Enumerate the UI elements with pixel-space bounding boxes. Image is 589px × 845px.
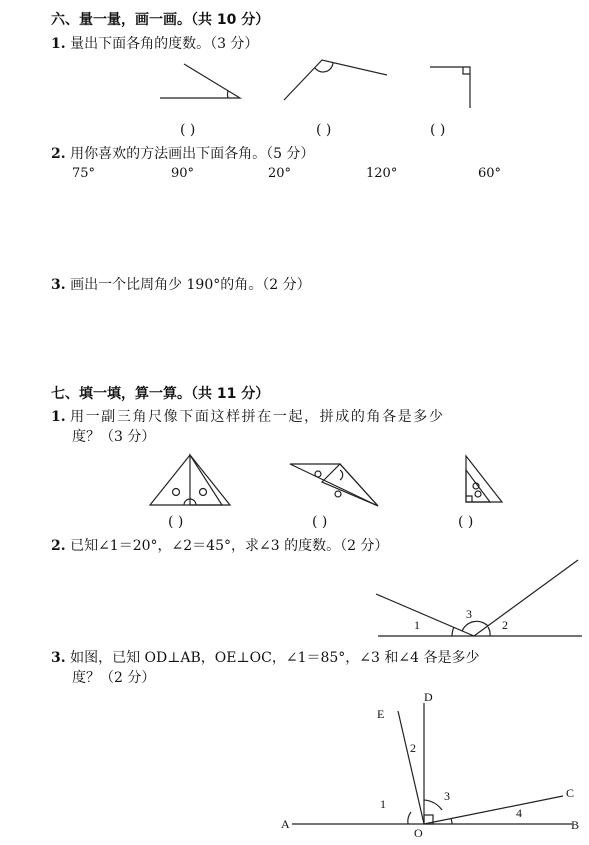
q3-point-B: B bbox=[571, 818, 580, 832]
angle-75: 75° bbox=[72, 166, 96, 181]
q2-label-2: 2 bbox=[502, 618, 508, 632]
angle-60: 60° bbox=[478, 166, 502, 181]
setsquare-figure-3 bbox=[466, 456, 502, 502]
s7-q3-number: 3. bbox=[51, 650, 66, 666]
s6-q1-text: 量出下面各角的度数。（3 分） bbox=[70, 36, 259, 52]
measure-angle-3 bbox=[430, 67, 470, 108]
s7-q1-line1: 用一副三角尺像下面这样拼在一起，拼成的角各是多少 bbox=[70, 409, 445, 425]
setsquare-figure-1 bbox=[150, 455, 230, 505]
s7-q1-line2: 度？（3 分） bbox=[72, 429, 156, 445]
q3-point-E: E bbox=[377, 707, 385, 721]
q3-point-C: C bbox=[566, 786, 575, 800]
q2-angle-figure bbox=[376, 560, 582, 636]
q3-angle-2: 2 bbox=[410, 741, 416, 755]
s6-q1-blank-3[interactable]: ( ) bbox=[430, 122, 446, 138]
s7-q2-number: 2. bbox=[51, 538, 66, 554]
q3-angle-4: 4 bbox=[516, 806, 522, 820]
q3-perpendicular-figure bbox=[292, 703, 575, 824]
angle-90: 90° bbox=[171, 166, 195, 181]
measure-angle-2 bbox=[284, 60, 387, 100]
s6-q1-number: 1. bbox=[51, 36, 66, 52]
s7-q2-text: 已知∠1＝20°，∠2＝45°，求∠3 的度数。（2 分） bbox=[70, 538, 389, 554]
s7-q1-number: 1. bbox=[51, 409, 66, 425]
s6-q3-number: 3. bbox=[51, 277, 66, 293]
angle-120: 120° bbox=[366, 166, 398, 181]
q3-angle-3: 3 bbox=[444, 789, 450, 803]
q2-label-1: 1 bbox=[414, 618, 420, 632]
q3-point-A: A bbox=[281, 817, 290, 831]
angle-20: 20° bbox=[268, 166, 292, 181]
q3-angle-1: 1 bbox=[380, 797, 386, 811]
q2-label-3: 3 bbox=[466, 607, 472, 621]
q3-point-O: O bbox=[414, 826, 423, 840]
s6-q1-blank-1[interactable]: ( ) bbox=[180, 122, 196, 138]
s7-q3-line2: 度？（2 分） bbox=[72, 670, 156, 686]
section7-title: 七、填一填，算一算。（共 11 分） bbox=[51, 386, 270, 402]
s7-q1-blank-2[interactable]: ( ) bbox=[312, 514, 328, 530]
s6-q2-number: 2. bbox=[51, 146, 66, 162]
s6-q1-blank-2[interactable]: ( ) bbox=[316, 122, 332, 138]
s7-q3-line1: 如图，已知 OD⊥AB，OE⊥OC，∠1＝85°，∠3 和∠4 各是多少 bbox=[70, 650, 480, 666]
measure-angle-1 bbox=[160, 64, 240, 98]
section6-title: 六、量一量，画一画。（共 10 分） bbox=[51, 12, 270, 28]
s6-q2-text: 用你喜欢的方法画出下面各角。（5 分） bbox=[70, 146, 315, 162]
setsquare-figure-2 bbox=[290, 464, 378, 506]
q3-point-D: D bbox=[424, 690, 433, 704]
s6-q3-text: 画出一个比周角少 190°的角。（2 分） bbox=[70, 277, 311, 293]
s7-q1-blank-1[interactable]: ( ) bbox=[168, 514, 184, 530]
s7-q1-blank-3[interactable]: ( ) bbox=[458, 514, 474, 530]
